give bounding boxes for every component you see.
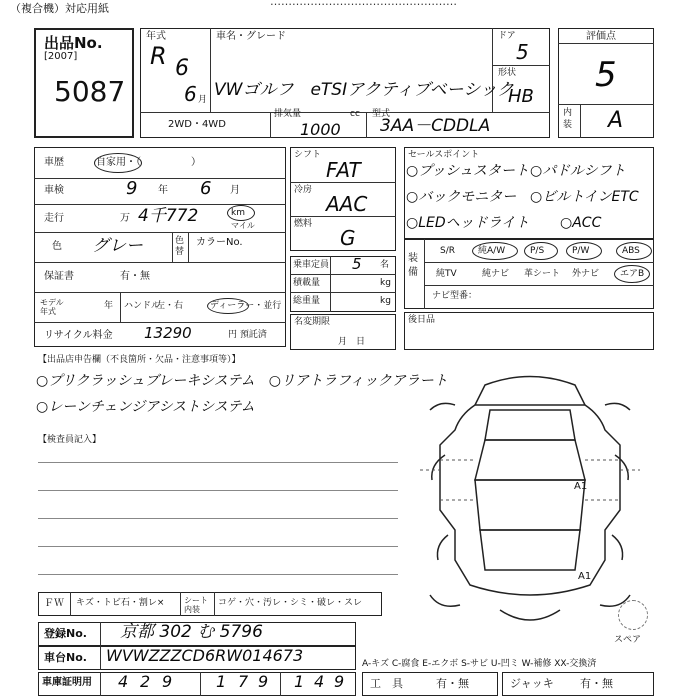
sales-point-6: ○ACC xyxy=(560,215,602,231)
month-unit: 月 xyxy=(198,95,208,105)
sales-point-4: ○ビルトインETC xyxy=(530,189,639,205)
mileage-man: 万 xyxy=(120,213,130,224)
damage-mark-2: A1 xyxy=(578,571,592,582)
equip-alloy: 純A/W xyxy=(478,246,506,256)
inspection-month-unit: 月 xyxy=(230,185,240,196)
dealer-circle xyxy=(207,298,249,314)
score-value: 5 xyxy=(595,55,617,95)
door-value: 5 xyxy=(516,40,529,64)
damage-legend: A-キズ C-腐食 E-エクボ S-サビ U-凹ミ W-補修 XX-交換済 xyxy=(362,659,597,669)
equip-abs: ABS xyxy=(622,246,640,256)
cert-v1: 4 xyxy=(118,672,129,691)
equip-ps-circle xyxy=(524,242,558,260)
mileage-km: km xyxy=(231,208,245,218)
aircon-value: AAC xyxy=(326,192,368,216)
total-weight-label: 総重量 xyxy=(293,296,321,306)
car-name-label: 車名・グレード xyxy=(216,31,286,42)
color-no-label: カラーNo. xyxy=(196,237,243,248)
name-change-unit: 月 日 xyxy=(338,337,366,347)
form-header-partial: …………………………………………… xyxy=(270,0,457,8)
jack-label: ジャッキ xyxy=(510,677,554,690)
equip-airbag: エアB xyxy=(620,269,645,279)
inspector-label: 【検査員記入】 xyxy=(38,435,102,445)
equip-ext-navi: 外ナビ xyxy=(572,269,600,279)
fw-label: ＦＷ xyxy=(44,598,64,609)
spare-label: スペア xyxy=(614,635,642,645)
jack-value: 有・無 xyxy=(580,677,613,690)
equip-pw-circle xyxy=(566,242,602,260)
equip-ps: P/S xyxy=(530,246,545,256)
displacement-label: 排気量 xyxy=(274,109,302,119)
equip-abs-circle xyxy=(616,242,652,260)
model-year-unit: 年 xyxy=(104,301,114,311)
cert-v9: 9 xyxy=(334,672,345,691)
equip-alloy-circle xyxy=(472,242,518,260)
load-label: 積載量 xyxy=(293,278,321,288)
capacity-value: 5 xyxy=(352,255,362,273)
km-circle xyxy=(227,205,255,221)
shape-value: HB xyxy=(508,86,534,107)
sales-points-label: セールスポイント xyxy=(408,150,480,160)
car-name: VWゴルフ eTSIアクティブベーシック xyxy=(214,80,514,100)
name-change-label: 名変期限 xyxy=(294,317,331,327)
year-label: 年式 xyxy=(146,31,166,42)
navi-model-label: ナビ型番： xyxy=(432,291,478,301)
interior-label: 内装 xyxy=(563,108,573,130)
later-items-box xyxy=(404,312,654,350)
cert-v6: 9 xyxy=(258,672,269,691)
model-year-label: モデル年式 xyxy=(40,298,64,316)
form-header-label: （複合機）対応用紙 xyxy=(10,2,109,15)
year-value: 6 xyxy=(175,56,189,81)
capacity-label: 乗車定員 xyxy=(293,260,330,270)
displacement-value: 1000 xyxy=(300,120,341,139)
warranty-value: 有・無 xyxy=(120,271,150,282)
cert-v2: 2 xyxy=(140,672,151,691)
mileage-mile: マイル xyxy=(231,221,255,230)
spec-table xyxy=(34,147,286,347)
dealer-value: ディーラー・並行 xyxy=(210,301,282,311)
score-label: 評価点 xyxy=(586,31,616,42)
interior-value: A xyxy=(608,108,624,133)
inspection-month: 6 xyxy=(200,178,212,199)
chassis-value: WVWZZZCD6RW014673 xyxy=(106,646,304,665)
fw-text: キズ・トビ石・割レ× xyxy=(76,598,165,608)
car-diagram xyxy=(400,370,660,640)
model-label: 型式 xyxy=(372,109,391,119)
inspection-year-unit: 年 xyxy=(158,185,168,196)
later-items-label: 後日品 xyxy=(408,315,436,325)
history-circle xyxy=(94,153,142,173)
color-label: 色 xyxy=(52,241,62,252)
mileage-label: 走行 xyxy=(44,213,64,224)
tools-value: 有・無 xyxy=(436,677,469,690)
capacity-unit: 名 xyxy=(380,260,390,270)
tools-label: 工 具 xyxy=(370,677,403,690)
sales-point-2: ○パドルシフト xyxy=(530,163,626,179)
lot-title: 出品No. xyxy=(44,34,103,52)
garage-cert-label: 車庫証明用 xyxy=(42,677,92,688)
inspection-year: 9 xyxy=(126,178,138,199)
equip-sr: S/R xyxy=(440,246,455,256)
shift-value: FAT xyxy=(326,158,361,182)
year-month: 6 xyxy=(184,82,197,106)
color-value: グレー xyxy=(92,236,143,256)
registration-value: 京都 302 む 5796 xyxy=(120,622,263,642)
seat-label: シート内装 xyxy=(184,596,208,614)
equip-airbag-circle xyxy=(614,265,650,283)
sales-point-5: ○LEDヘッドライト xyxy=(406,215,530,231)
fuel-value: G xyxy=(340,226,356,250)
load-unit: kg xyxy=(380,278,391,288)
recycle-unit: 円 預託済 xyxy=(228,330,267,340)
cert-v5: 7 xyxy=(238,672,249,691)
door-label: ドア xyxy=(498,31,516,41)
registration-label: 登録No. xyxy=(44,627,87,640)
chassis-label: 車台No. xyxy=(44,651,87,664)
warranty-label: 保証書 xyxy=(44,271,74,282)
fuel-label: 燃料 xyxy=(294,219,313,229)
drive-type: 2WD・4WD xyxy=(168,119,226,130)
spare-tire-icon xyxy=(618,600,648,630)
seat-text: コゲ・穴・汚レ・シミ・破レ・スレ xyxy=(218,598,363,608)
seller-note-1: ○プリクラッシュブレーキシステム ○リアトラフィックアラート xyxy=(36,373,448,389)
equip-tv: 純TV xyxy=(436,269,457,279)
recycle-value: 13290 xyxy=(144,324,192,342)
inspection-label: 車検 xyxy=(44,185,64,196)
lot-number: 5087 xyxy=(54,75,126,108)
history-value: 自家用・（ ） xyxy=(96,157,201,168)
mileage-value: 4千772 xyxy=(138,206,199,226)
lot-year-tag: [2007] xyxy=(44,51,78,62)
recycle-label: リサイクル料金 xyxy=(44,330,113,341)
model-value: 3AA－CDDLA xyxy=(380,116,491,136)
color-change-label: 色替 xyxy=(175,236,185,257)
seller-note-2: ○レーンチェンジアシストシステム xyxy=(36,399,255,415)
total-weight-unit: kg xyxy=(380,296,391,306)
equip-navi: 純ナビ xyxy=(482,269,510,279)
equip-pw: P/W xyxy=(572,246,590,256)
cert-v7: 1 xyxy=(294,672,305,691)
sales-point-3: ○バックモニター xyxy=(406,189,517,205)
cert-v3: 9 xyxy=(162,672,173,691)
year-era: R xyxy=(150,42,167,70)
equipment-label: 装備 xyxy=(408,253,418,278)
history-label: 車歴 xyxy=(44,157,64,168)
seller-notes-label: 【出品店申告欄（不良箇所・欠品・注意事項等）】 xyxy=(38,355,241,365)
shift-label: シフト xyxy=(294,150,322,160)
sales-point-1: ○プッシュスタート xyxy=(406,163,529,179)
damage-mark-1: A1 xyxy=(574,481,588,492)
equip-leather: 革シート xyxy=(524,269,561,279)
aircon-label: 冷房 xyxy=(294,185,313,195)
handle-value: 左・右 xyxy=(156,301,184,311)
displacement-unit: cc xyxy=(350,109,360,119)
shape-label: 形状 xyxy=(498,68,517,78)
cert-v4: 1 xyxy=(216,672,227,691)
handle-label: ハンドル xyxy=(124,301,161,311)
cert-v8: 4 xyxy=(314,672,325,691)
